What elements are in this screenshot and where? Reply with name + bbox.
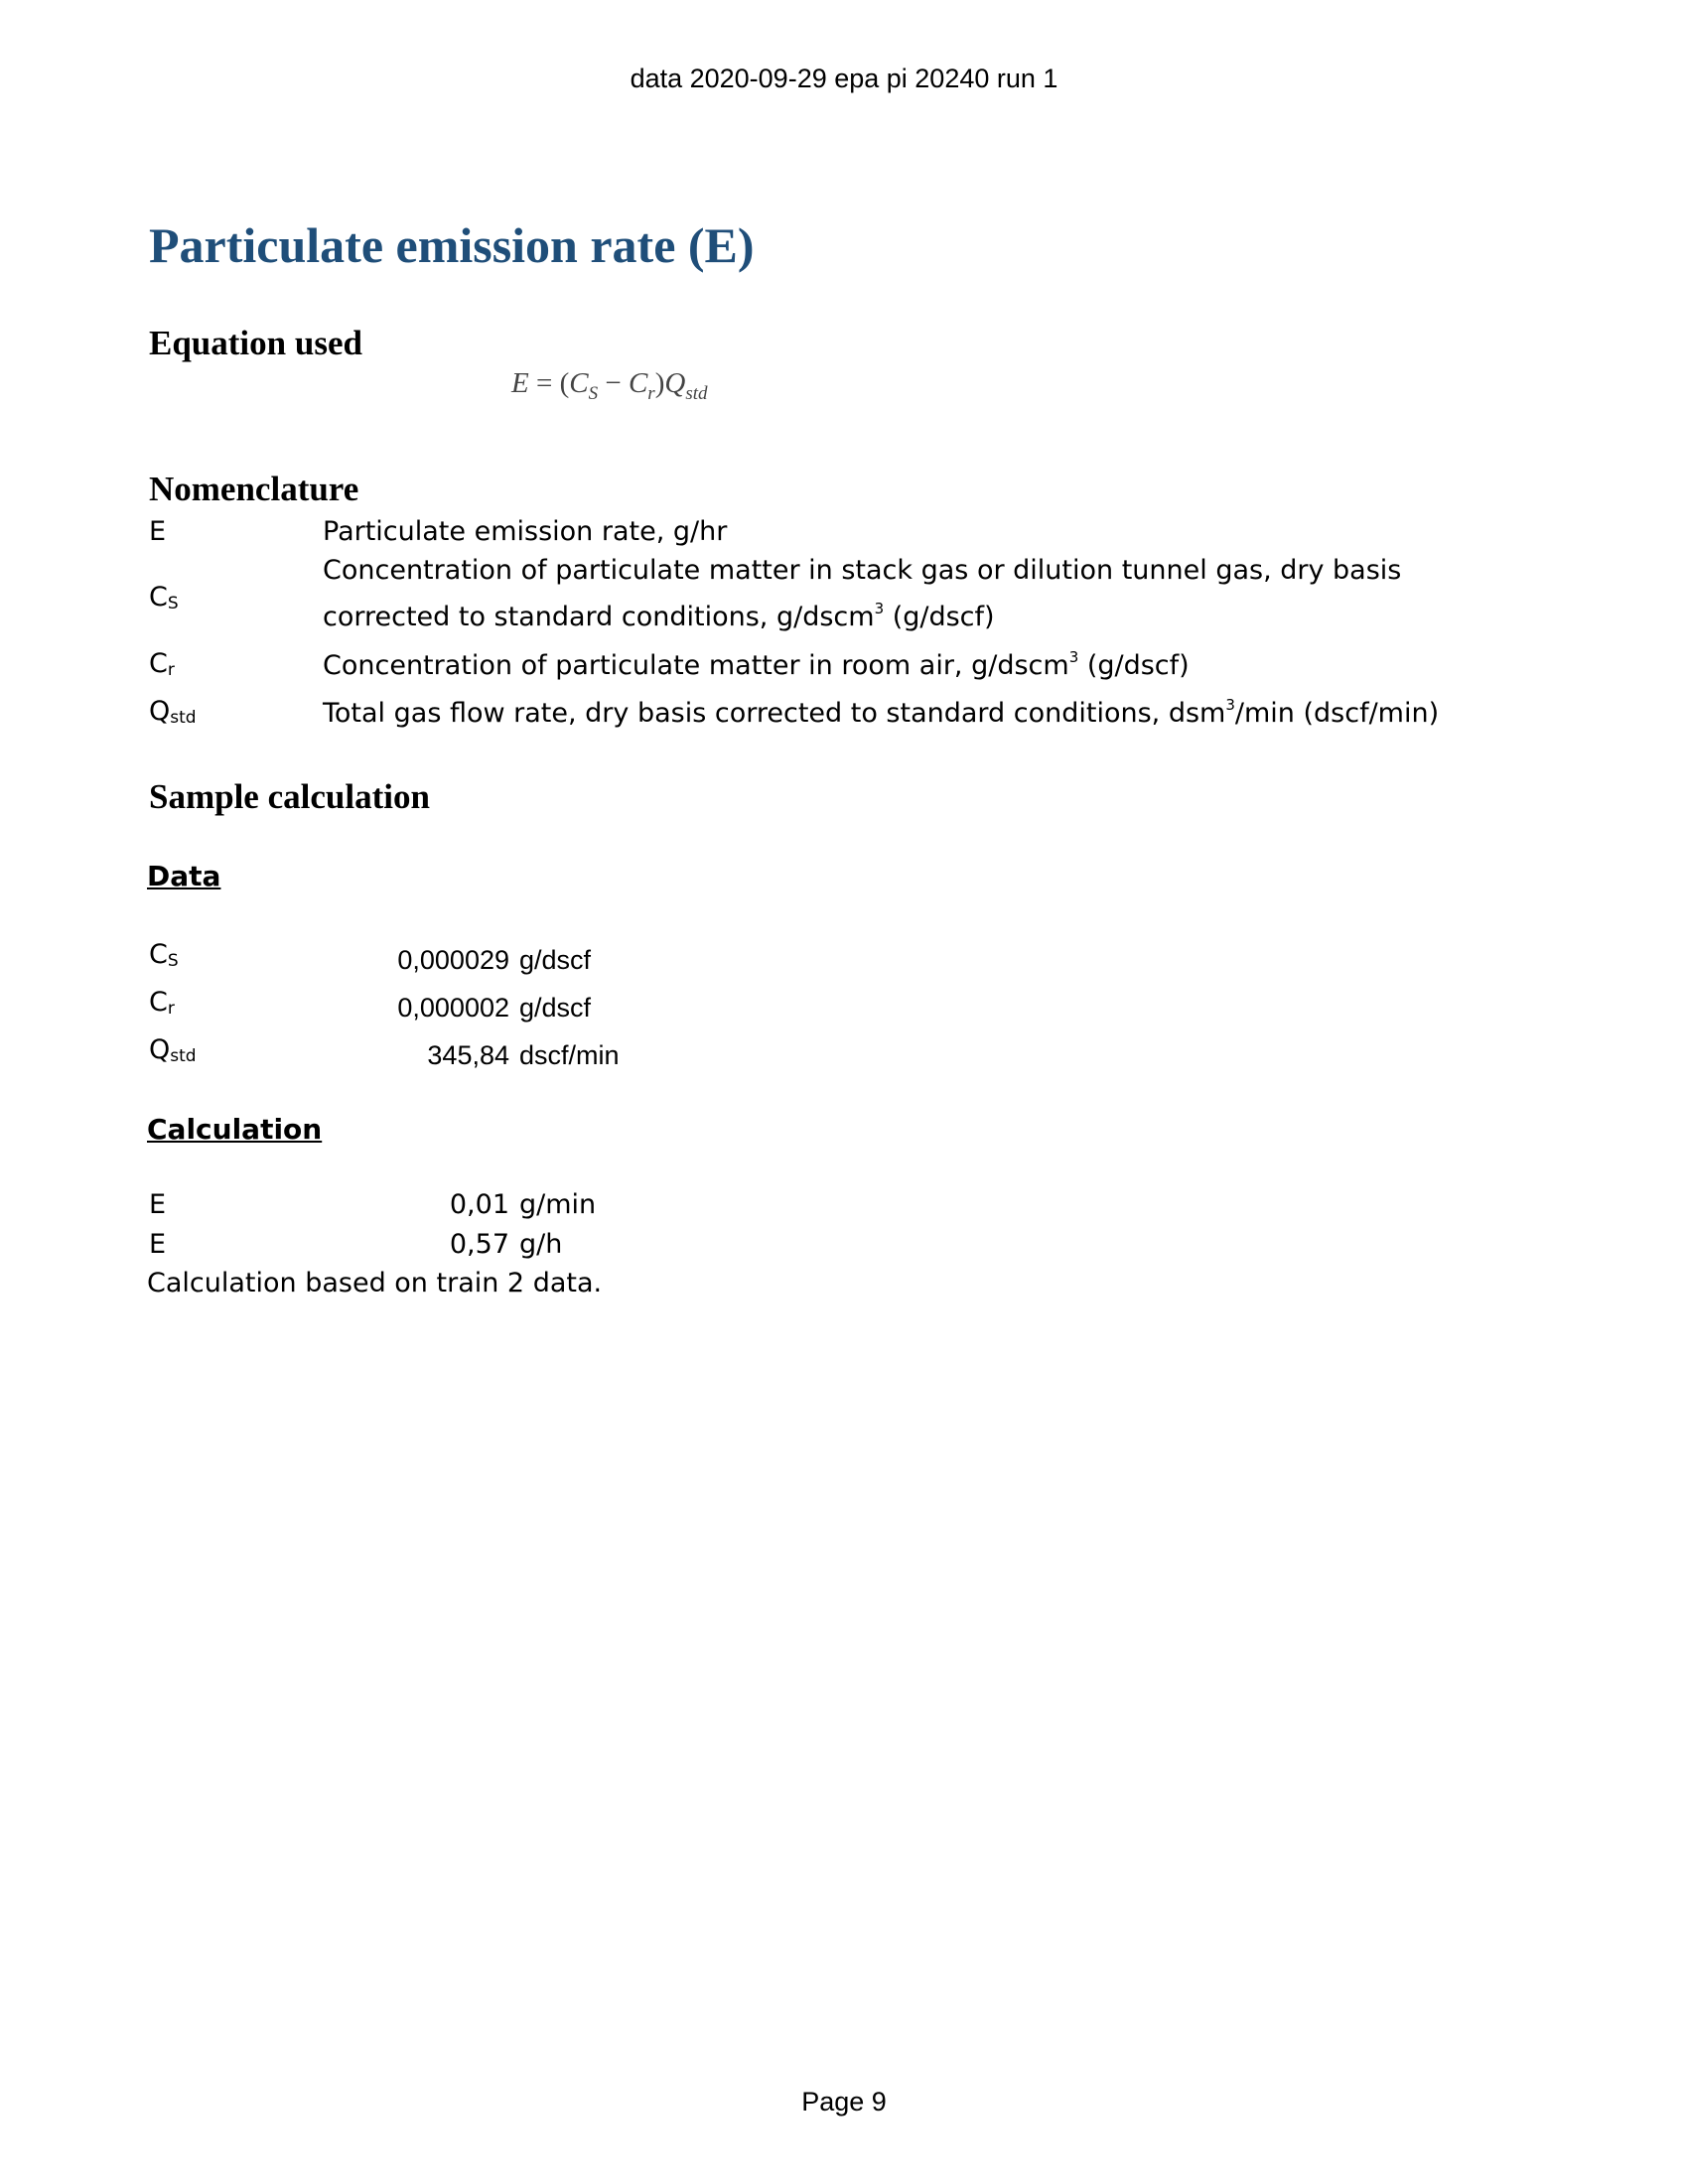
nomenclature-e-symbol: E <box>149 516 167 547</box>
nomenclature-cs-definition-line2 <box>323 600 995 632</box>
eq-s-subscript: S <box>588 382 599 404</box>
eq-c-r: C <box>628 367 648 399</box>
data-cs-unit: g/dscf <box>519 945 592 975</box>
nomenclature-q-symbol <box>149 696 197 728</box>
data-cs-value: 0,000029 <box>397 945 509 975</box>
calc-e2-unit: g/h <box>519 1229 563 1260</box>
page-number: Page 9 <box>801 2087 887 2116</box>
equation <box>511 367 708 405</box>
eq-open-paren: ( <box>559 367 570 399</box>
cs-def-unit: (g/dscf) <box>884 602 995 632</box>
nomenclature-cr-symbol <box>149 648 175 680</box>
equation-heading: Equation used <box>149 324 362 362</box>
q-def-text: Total gas flow rate, dry basis corrected to standard conditions, dsm <box>323 698 1226 729</box>
data-cs-symbol <box>149 939 179 971</box>
eq-minus: − <box>605 367 622 399</box>
cs-def-superscript: 3 <box>874 600 885 617</box>
eq-equals: = <box>535 367 553 399</box>
calc-e2-value: 0,57 <box>449 1229 509 1260</box>
nomenclature-q-definition <box>323 696 1439 729</box>
q-def-superscript: 3 <box>1225 696 1235 714</box>
page-title: Particulate emission rate (E) <box>149 217 755 273</box>
calc-e1-value: 0,01 <box>449 1189 509 1220</box>
q-base: Q <box>149 696 171 727</box>
data-cr-base: C <box>149 987 168 1018</box>
cr-subscript: r <box>167 660 175 680</box>
q-subscript: std <box>170 708 197 728</box>
nomenclature-cs-definition-line1: Concentration of particulate matter in stack gas or dilution tunnel gas, dry basis <box>323 555 1402 586</box>
data-heading: Data <box>147 860 221 892</box>
cs-def-text: corrected to standard conditions, g/dscm <box>323 602 875 632</box>
data-q-subscript: std <box>170 1046 197 1066</box>
eq-q: Q <box>664 367 686 399</box>
eq-lhs: E <box>511 367 529 399</box>
data-cr-value: 0,000002 <box>397 993 509 1023</box>
cr-def-unit: (g/dscf) <box>1078 650 1190 681</box>
q-def-unit: /min (dscf/min) <box>1234 698 1440 729</box>
data-cr-subscript: r <box>167 999 175 1019</box>
data-q-base: Q <box>149 1034 171 1065</box>
cr-def-text: Concentration of particulate matter in room air, g/dscm <box>323 650 1069 681</box>
eq-close-paren: ) <box>654 367 665 399</box>
eq-r-subscript: r <box>647 382 655 404</box>
nomenclature-e-definition: Particulate emission rate, g/hr <box>323 516 728 547</box>
calc-e1-symbol: E <box>149 1189 167 1220</box>
data-q-unit: dscf/min <box>519 1040 620 1070</box>
cr-def-superscript: 3 <box>1068 648 1079 666</box>
nomenclature-cr-definition <box>323 648 1190 681</box>
data-cr-symbol <box>149 987 175 1019</box>
eq-c-s: C <box>569 367 589 399</box>
cr-base: C <box>149 648 168 679</box>
nomenclature-cs-symbol <box>149 582 179 614</box>
calc-e2-symbol: E <box>149 1229 167 1260</box>
data-cr-unit: g/dscf <box>519 993 592 1023</box>
eq-std-subscript: std <box>685 382 708 404</box>
cs-base: C <box>149 582 168 613</box>
cs-subscript: S <box>167 594 179 614</box>
nomenclature-heading: Nomenclature <box>149 470 359 508</box>
data-q-symbol <box>149 1034 197 1066</box>
calc-e1-unit: g/min <box>519 1189 597 1220</box>
data-cs-subscript: S <box>167 951 179 971</box>
data-q-value: 345,84 <box>427 1040 509 1070</box>
sample-calculation-heading: Sample calculation <box>149 777 430 816</box>
page-header: data 2020-09-29 epa pi 20240 run 1 <box>630 64 1058 93</box>
calculation-heading: Calculation <box>147 1113 323 1146</box>
calculation-note: Calculation based on train 2 data. <box>147 1268 603 1298</box>
data-cs-base: C <box>149 939 168 970</box>
